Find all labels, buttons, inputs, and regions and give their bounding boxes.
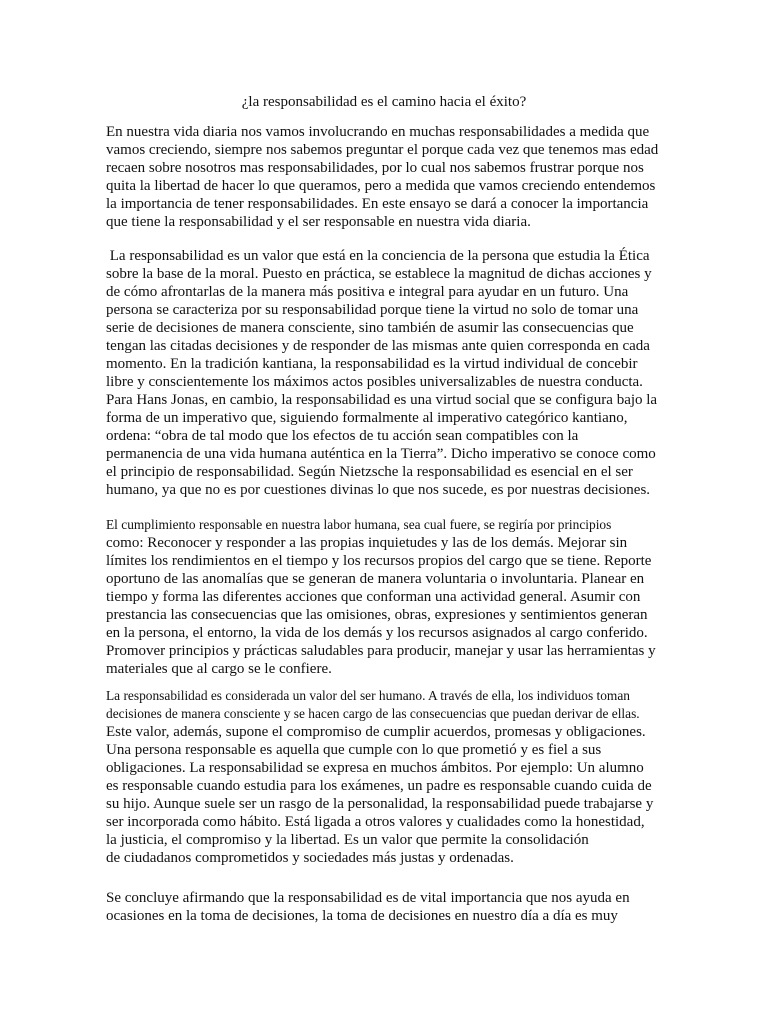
text-line: materiales que al cargo se le confiere. [106,661,332,677]
text-line: el principio de responsabilidad. Según Nietzsche la responsabilidad es esencial en el ser [106,464,633,480]
text-line: forma de un imperativo que, siguiendo formalmente al imperativo categórico kantiano, [106,410,628,426]
text-line: como: Reconocer y responder a las propias inquietudes y las de los demás. Mejorar sin [106,535,628,551]
text-line: tiempo y forma las diferentes acciones que conforman una actividad general. Asumir con [106,589,641,605]
document-title: ¿la responsabilidad es el camino hacia el éxito? [241,94,527,110]
text-line: es responsable cuando estudia para los exámenes, un padre es responsable cuando cuida de [106,778,652,794]
text-line: En nuestra vida diaria nos vamos involucrando en muchas responsabilidades a medida que [106,124,650,140]
text-line: libre y conscientemente los máximos actos posibles universalizables de nuestra conducta. [106,374,643,390]
paragraph-definition [106,247,666,499]
text-line: obligaciones. La responsabilidad se expresa en muchos ámbitos. Por ejemplo: Un alumno [106,760,644,776]
text-line: serie de decisiones de manera consciente, sino también de asumir las consecuencias que [106,320,634,336]
text-line: momento. En la tradición kantiana, la responsabilidad es la virtud individual de concebir [106,356,638,372]
text-line: la justicia, el compromiso y la libertad. Es un valor que permite la consolidación [106,832,589,848]
text-line: Este valor, además, supone el compromiso de cumplir acuerdos, promesas y obligaciones. [106,724,646,740]
text-line: La responsabilidad es un valor que está en la conciencia de la persona que estudia la Ética [106,248,650,264]
text-line: que tiene la responsabilidad y el ser responsable en nuestra vida diaria. [106,214,531,230]
text-line: decisiones de manera consciente y se hacen cargo de las consecuencias que puedan derivar de ellas. [106,706,640,721]
text-line: El cumplimiento responsable en nuestra labor humana, sea cual fuere, se regiría por principios [106,517,612,532]
text-line: oportuno de las anomalías que se generan de manera voluntaria o involuntaria. Planear en [106,571,645,587]
text-line: Una persona responsable es aquella que cumple con lo que prometió y es fiel a sus [106,742,602,758]
text-line: de ciudadanos comprometidos y sociedades más justas y ordenadas. [106,850,514,866]
text-line: en la persona, el entorno, la vida de los demás y los recursos asignados al cargo conferido. [106,625,648,641]
text-line: Promover principios y prácticas saludables para producir, manejar y usar las herramientas y [106,643,656,659]
text-line: ocasiones en la toma de decisiones, la toma de decisiones en nuestro día a día es muy [106,908,618,924]
text-line: sobre la base de la moral. Puesto en práctica, se establece la magnitud de dichas acciones y [106,266,652,282]
text-line: Para Hans Jonas, en cambio, la responsabilidad es una virtud social que se configura bajo la [106,392,658,408]
paragraph-conclusion [106,889,666,925]
text-line: su hijo. Aunque suele ser un rasgo de la personalidad, la responsabilidad puede trabajarse y [106,796,654,812]
text-line: ordena: “obra de tal modo que los efectos de tu acción sean compatibles con la [106,428,579,444]
paragraph-principles [106,516,666,678]
text-line: permanencia de una vida humana auténtica en la Tierra”. Dicho imperativo se conoce como [106,446,656,462]
text-line: Se concluye afirmando que la responsabilidad es de vital importancia que nos ayuda en [106,890,630,906]
paragraph-introduction [106,123,666,231]
text-line: límites los rendimientos en el tiempo y los recursos propios del cargo que se tiene. Reporte [106,553,652,569]
text-line: tengan las citadas decisiones y de responder de las mismas ante quien corresponda en cada [106,338,650,354]
text-line: ser incorporada como hábito. Está ligada a otros valores y cualidades como la honestidad, [106,814,645,830]
text-line: vamos creciendo, siempre nos sabemos preguntar el porque cada vez que tenemos mas edad [106,142,659,158]
text-line: persona se caracteriza por su responsabilidad porque tiene la virtud no solo de tomar una [106,302,639,318]
text-line: de cómo afrontarlas de la manera más positiva e integral para ayudar en un futuro. Una [106,284,629,300]
text-line: La responsabilidad es considerada un valor del ser humano. A través de ella, los individuos toman [106,688,630,703]
text-line: recaen sobre nosotros mas responsabilidades, por lo cual nos sabemos frustrar porque nos [106,160,644,176]
paragraph-human-value [106,687,666,867]
text-line: quita la libertad de hacer lo que queramos, pero a medida que vamos creciendo entendemos [106,178,656,194]
text-line: la importancia de tener responsabilidades. En este ensayo se dará a conocer la importancia [106,196,649,212]
text-line: prestancia las consecuencias que las omisiones, obras, expresiones y sentimientos generan [106,607,648,623]
text-line: humano, ya que no es por cuestiones divinas lo que nos sucede, es por nuestras decisiones. [106,482,651,498]
